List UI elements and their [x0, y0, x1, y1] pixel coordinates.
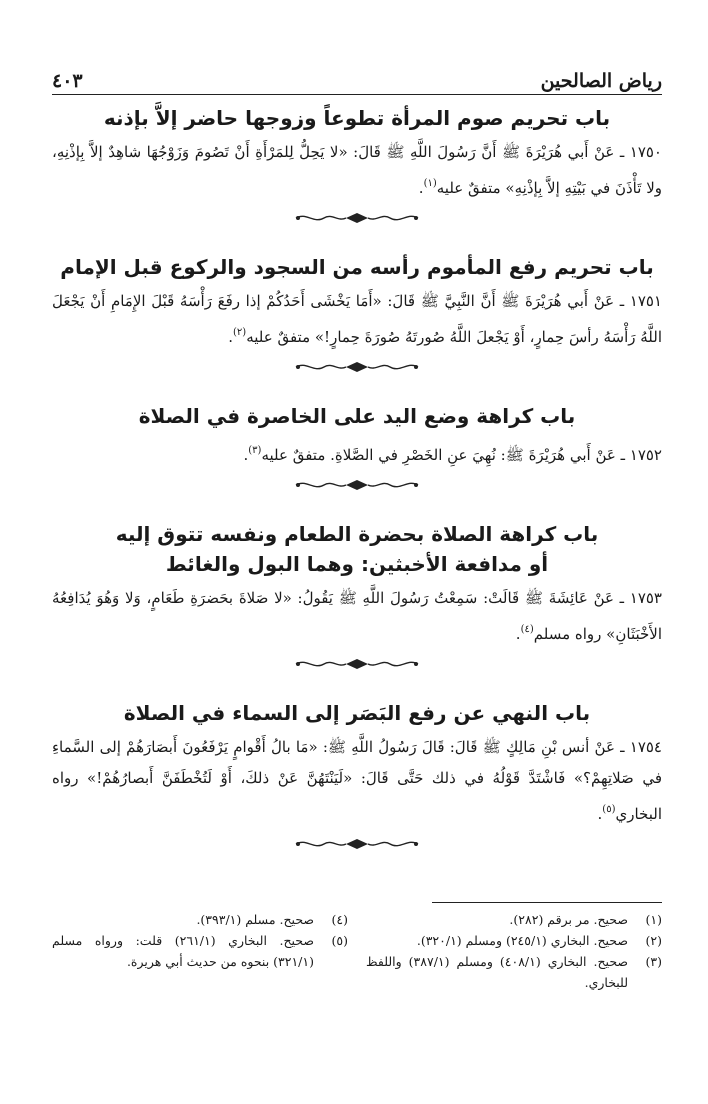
footnote-ref: (٢) [233, 327, 247, 338]
hadith-text: ١٧٥٠ ـ عَنْ أَبي هُرَيْرَةَ ﷺ أَنَّ رَسُولَ اللَّهِ ﷺ قَالَ: «لا يَحِلُّ لِلمَرْأَةِ أَنْ تَصُومَ وَزَوْجُهَا شاهِدٌ إلاَّ بِإذْنِهِ، ولا تَأْذَنَ في بَيْتِهِ إلاَّ بِإذْنِهِ» متفقٌ عليه$^{(١)}$. [52, 143, 662, 197]
flourish-icon [292, 210, 422, 226]
footnote-text: صحيح. البخاري (٢٦١/١) قلت: ورواه مسلم (٣٢١/١) بنحوه من حديث أبي هريرة. [52, 933, 314, 969]
chapter-heading-line1: باب كراهة الصلاة بحضرة الطعام ونفسه تتوق إليه [115, 522, 599, 546]
chapter-heading [52, 519, 662, 579]
footnote-ref: (٤) [520, 624, 534, 635]
page-number: ٤٠٣ [52, 70, 83, 92]
hadith-body: ١٧٥٤ ـ عَنْ أنس بْنِ مَالِكٍ ﷺ قَالَ: قَالَ رَسُولُ اللَّهِ ﷺ: «مَا بالُ أَقْوامٍ يَرْفَعُونَ أَبصَارَهُمْ إلى السَّماءِ في صَلاتِهِمْ؟» فَاشْتَدَّ قَوْلُهُ في ذلك حَتَّى قَالَ: «لَيَنْتَهُنَّ عَنْ ذلكَ، أَوْ لَتُخْطَفَنَّ أَبصارُهُمْ!» رواه البخاري [52, 738, 662, 823]
footnote-number: (١) [645, 912, 662, 927]
ornament-divider [52, 836, 662, 852]
hadith-text: ١٧٥٣ ـ عَنْ عَائِشَةَ ﷺ قَالَتْ: سَمِعْتُ رَسُولَ اللَّهِ ﷺ يَقُولُ: «لا صَلاةَ بحَضرَةِ طَعَامٍ، وَلا وَهُوَ يُدَافِعُهُ الأَخْبَثَانِ» رواه مسلم$^{(٤)}$. [52, 589, 662, 643]
book-page [52, 60, 662, 852]
footnote-column-right [366, 909, 662, 993]
footnote-number: (٢) [645, 933, 662, 948]
footnote-number: (٣) [645, 954, 662, 969]
running-header [52, 60, 662, 95]
flourish-icon [292, 359, 422, 375]
footnote-rule [432, 902, 662, 903]
flourish-icon [292, 836, 422, 852]
hadith-text: ١٧٥١ ـ عَنْ أَبي هُرَيْرَةَ ﷺ أَنَّ النَّبِيَّ ﷺ قَالَ: «أَمَا يَخْشَى أَحَدُكُمْ إذا رفَعَ رَأْسَهُ قَبْلَ الإِمَامِ أَنْ يَجْعَلَ اللَّهُ رَأْسَهُ رأسَ حِمارٍ، أَوْ يَجْعلَ اللَّهُ صُورتَهُ صُورَةَ حِمارٍ!» متفقٌ عليه$^{(٢)}$. [52, 292, 662, 346]
hadith-body: ١٧٥١ ـ عَنْ أَبي هُرَيْرَةَ ﷺ أَنَّ النَّبِيَّ ﷺ قَالَ: «أَمَا يَخْشَى أَحَدُكُمْ إذا رفَعَ رَأْسَهُ قَبْلَ الإِمَامِ أَنْ يَجْعَلَ اللَّهُ رَأْسَهُ رأسَ حِمارٍ، أَوْ يَجْعلَ اللَّهُ صُورتَهُ صُورَةَ حِمارٍ!» متفقٌ عليه [52, 292, 662, 346]
ornament-divider [52, 359, 662, 375]
footnote-ref: (٣) [248, 445, 262, 456]
chapter-heading: باب تحريم صوم المرأة تطوعاً وزوجها حاضر إلاَّ بإذنه [103, 106, 611, 130]
footnote-number: (٥) [331, 933, 348, 948]
footnote-text: صحيح. مر برقم (٢٨٢). [509, 912, 628, 927]
footnote-text: صحيح. مسلم (٣٩٣/١). [196, 912, 314, 927]
footnote-item [366, 951, 662, 993]
footnote-text: صحيح. البخاري (٤٠٨/١) ومسلم (٣٨٧/١) واللفظ للبخاري. [366, 954, 629, 990]
hadith-text: ١٧٥٤ ـ عَنْ أنس بْنِ مَالِكٍ ﷺ قَالَ: قَالَ رَسُولُ اللَّهِ ﷺ: «مَا بالُ أَقْوامٍ يَرْفَعُونَ أَبصَارَهُمْ إلى السَّماءِ في صَلاتِهِمْ؟» فَاشْتَدَّ قَوْلُهُ في ذلك حَتَّى قَالَ: «لَيَنْتَهُنَّ عَنْ ذلكَ، أَوْ لَتُخْطَفَنَّ أَبصارُهُمْ!» رواه البخاري$^{(٥)}$. [52, 738, 662, 823]
chapter-heading-line2: أو مدافعة الأخبثين: وهما البول والغائط [165, 552, 549, 576]
flourish-icon [292, 477, 422, 493]
footnote-item [366, 909, 662, 930]
hadith-body: ١٧٥٢ ـ عَنْ أَبي هُرَيْرَةَ ﷺ: نُهِيَ عنِ الخَصْرِ في الصَّلاةِ. متفقٌ عليه [261, 446, 662, 464]
hadith-text: ١٧٥٢ ـ عَنْ أَبي هُرَيْرَةَ ﷺ: نُهِيَ عنِ الخَصْرِ في الصَّلاةِ. متفقٌ عليه$^{(٣)}$. [243, 445, 662, 464]
hadith-body: ١٧٥٠ ـ عَنْ أَبي هُرَيْرَةَ ﷺ أَنَّ رَسُولَ اللَّهِ ﷺ قَالَ: «لا يَحِلُّ لِلمَرْأَةِ أَنْ تَصُومَ وَزَوْجُهَا شاهِدٌ إلاَّ بِإذْنِهِ، ولا تَأْذَنَ في بَيْتِهِ إلاَّ بِإذْنِهِ» متفقٌ عليه [52, 143, 662, 197]
footnote-columns [52, 909, 662, 993]
chapter-heading: باب كراهة وضع اليد على الخاصرة في الصلاة [138, 404, 576, 428]
footnotes [52, 902, 662, 993]
footnote-ref: (١) [423, 178, 437, 189]
book-title: رياض الصالحين [540, 70, 662, 92]
ornament-divider [52, 656, 662, 672]
footnote-item [52, 909, 348, 930]
footnote-ref: (٥) [602, 804, 616, 815]
ornament-divider [52, 210, 662, 226]
footnote-text: صحيح. البخاري (٢٤٥/١) ومسلم (٣٢٠/١). [416, 933, 628, 948]
chapter-heading: باب النهي عن رفع البَصَر إلى السماء في الصلاة [123, 701, 591, 725]
flourish-icon [292, 656, 422, 672]
footnote-column-left [52, 909, 348, 993]
ornament-divider [52, 477, 662, 493]
footnote-number: (٤) [331, 912, 348, 927]
footnote-item [366, 930, 662, 951]
hadith-body: ١٧٥٣ ـ عَنْ عَائِشَةَ ﷺ قَالَتْ: سَمِعْتُ رَسُولَ اللَّهِ ﷺ يَقُولُ: «لا صَلاةَ بحَضرَةِ طَعَامٍ، وَلا وَهُوَ يُدَافِعُهُ الأَخْبَثَانِ» رواه مسلم [52, 589, 662, 643]
chapter-heading: باب تحريم رفع المأموم رأسه من السجود والركوع قبل الإمام [60, 255, 654, 279]
footnote-item [52, 930, 348, 972]
